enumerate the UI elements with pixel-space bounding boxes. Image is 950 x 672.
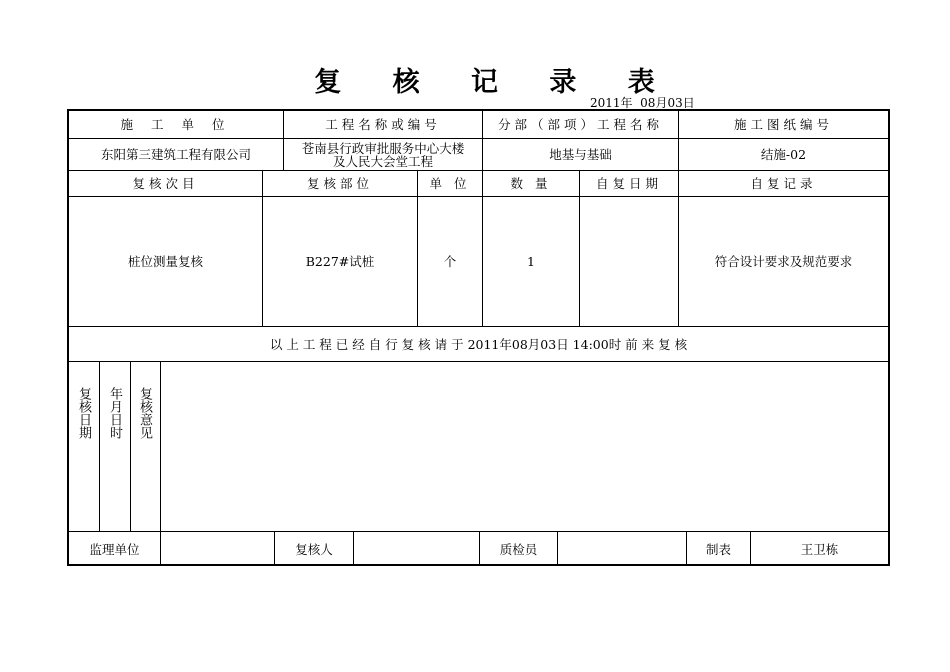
- review-request-notice: 以 上 工 程 已 经 自 行 复 核 请 于 2011年08月03日 14:00时 前 来 复 核: [269, 336, 688, 352]
- table-maker-value: 王卫栋: [800, 541, 839, 557]
- inspector-value: [558, 532, 686, 566]
- project-name-label: 工程名称或编号: [325, 117, 441, 132]
- unit-value: 个: [443, 254, 457, 269]
- supervisor-unit-value: [161, 532, 274, 566]
- table-maker-label: 制表: [705, 541, 731, 557]
- reviewer-value: [354, 532, 479, 566]
- page-title: 复 核 记 录 表: [314, 67, 676, 98]
- sub-project-label: 分部（部项）工程名称: [497, 117, 663, 132]
- review-opinion-label: 复核意见: [137, 387, 152, 439]
- construction-unit-value: 东阳第三建筑工程有限公司: [100, 147, 251, 162]
- supervisor-unit-label: 监理单位: [89, 541, 140, 557]
- quantity-label: 数 量: [510, 176, 552, 191]
- project-name-line1: 苍南县行政审批服务中心大楼: [301, 140, 465, 156]
- review-item-value: 桩位测量复核: [127, 254, 203, 269]
- drawing-number-label: 施工图纸编号: [733, 117, 833, 132]
- review-date-label: 复核日期: [76, 387, 91, 439]
- unit-label: 单 位: [429, 176, 471, 191]
- project-name-line2: 及人民大会堂工程: [332, 153, 433, 169]
- sub-project-value: 地基与基础: [549, 147, 612, 162]
- record-table: [67, 109, 890, 566]
- record-date: 2011年 08月03日: [590, 96, 695, 110]
- review-part-label: 复核部位: [306, 176, 373, 191]
- self-check-record-label: 自复记录: [750, 176, 817, 191]
- self-check-record-value: 符合设计要求及规范要求: [714, 254, 853, 269]
- reviewer-label: 复核人: [295, 541, 333, 557]
- self-check-date-value: [580, 197, 678, 326]
- date-time-label: 年月日时: [107, 387, 122, 439]
- self-check-date-label: 自复日期: [595, 176, 662, 191]
- construction-unit-label: 施 工 单 位: [120, 117, 232, 132]
- quantity-value: 1: [527, 254, 535, 269]
- review-part-value: B227#试桩: [305, 254, 375, 269]
- review-opinion-area: [161, 362, 888, 531]
- inspector-label: 质检员: [499, 541, 538, 557]
- review-item-label: 复核次目: [132, 176, 199, 191]
- drawing-number-value: 结施-02: [760, 147, 807, 162]
- project-name-value: [284, 139, 482, 170]
